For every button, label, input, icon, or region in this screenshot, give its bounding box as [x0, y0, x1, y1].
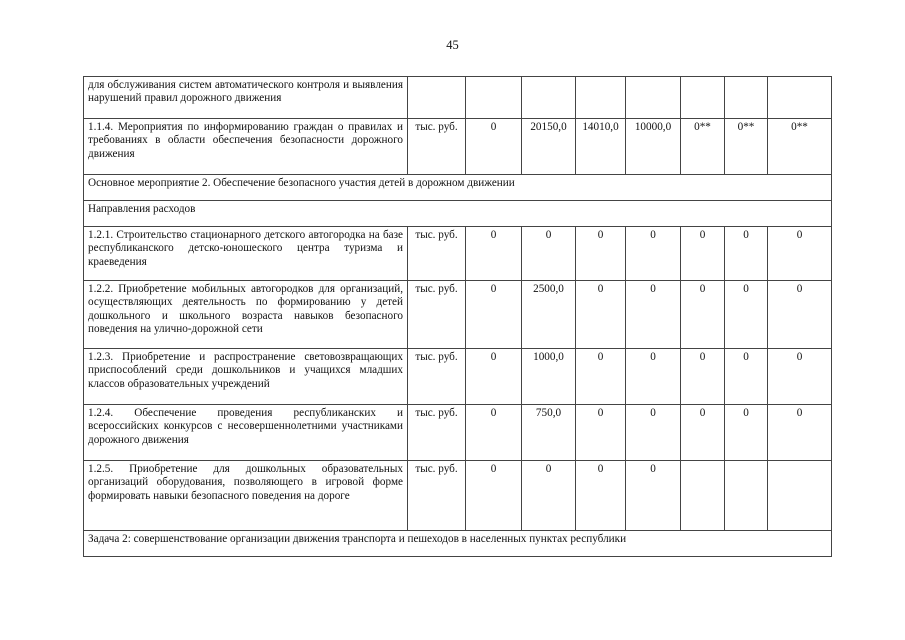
value-cell: 0	[626, 349, 681, 405]
value-cell	[725, 461, 768, 531]
value-cell	[576, 77, 626, 119]
value-cell: 0	[725, 281, 768, 349]
value-cell: 0**	[725, 119, 768, 175]
value-cell	[522, 77, 576, 119]
measure-description: 1.2.3. Приобретение и распространение световозвращающих приспособлений среди дошкольников и учащихся младших классов образовательных учреждений	[84, 349, 408, 405]
value-cell: 0	[466, 281, 522, 349]
section-row	[84, 201, 832, 227]
value-cell	[768, 77, 832, 119]
budget-table	[83, 76, 832, 557]
value-cell: 0	[768, 405, 832, 461]
value-cell: 0	[768, 281, 832, 349]
value-cell: 0	[576, 461, 626, 531]
value-cell	[681, 461, 725, 531]
value-cell: 0	[626, 281, 681, 349]
value-cell	[768, 461, 832, 531]
value-cell: 0	[466, 227, 522, 281]
value-cell: 0	[576, 227, 626, 281]
unit-cell: тыс. руб.	[408, 227, 466, 281]
unit-cell: тыс. руб.	[408, 119, 466, 175]
value-cell: 14010,0	[576, 119, 626, 175]
unit-cell: тыс. руб.	[408, 349, 466, 405]
value-cell	[725, 77, 768, 119]
unit-cell	[408, 77, 466, 119]
value-cell: 10000,0	[626, 119, 681, 175]
value-cell	[681, 77, 725, 119]
value-cell: 0	[725, 349, 768, 405]
table-row	[84, 227, 832, 281]
value-cell: 0	[681, 405, 725, 461]
value-cell: 0	[466, 405, 522, 461]
value-cell: 0	[466, 461, 522, 531]
value-cell: 0	[576, 281, 626, 349]
table-row	[84, 405, 832, 461]
measure-description: 1.1.4. Мероприятия по информированию граждан о правилах и требованиях в области обеспечения безопасности дорожного движения	[84, 119, 408, 175]
measure-description: 1.2.5. Приобретение для дошкольных образовательных организаций оборудования, позволяющего в игровой форме формировать навыки безопасного поведения на дороге	[84, 461, 408, 531]
section-heading: Задача 2: совершенствование организации движения транспорта и пешеходов в населенных пунктах республики	[84, 531, 832, 557]
measure-description: 1.2.4. Обеспечение проведения республиканских и всероссийских конкурсов с несовершеннолетними участниками дорожного движения	[84, 405, 408, 461]
value-cell: 0	[576, 405, 626, 461]
measure-description: для обслуживания систем автоматического контроля и выявления нарушений правил дорожного движения	[84, 77, 408, 119]
unit-cell: тыс. руб.	[408, 461, 466, 531]
value-cell: 0**	[768, 119, 832, 175]
value-cell: 0**	[681, 119, 725, 175]
value-cell: 0	[768, 349, 832, 405]
measure-description: 1.2.2. Приобретение мобильных автогородков для организаций, осуществляющих деятельность по формированию у детей дошкольного и школьного возраста навыков безопасного поведения на улично-дорожной сети	[84, 281, 408, 349]
value-cell: 1000,0	[522, 349, 576, 405]
value-cell	[626, 77, 681, 119]
table-row	[84, 281, 832, 349]
page-number: 45	[446, 38, 459, 52]
value-cell: 0	[626, 461, 681, 531]
table-row	[84, 461, 832, 531]
section-heading: Основное мероприятие 2. Обеспечение безопасного участия детей в дорожном движении	[84, 175, 832, 201]
section-heading: Направления расходов	[84, 201, 832, 227]
value-cell: 20150,0	[522, 119, 576, 175]
value-cell: 0	[681, 227, 725, 281]
value-cell: 0	[681, 349, 725, 405]
value-cell: 0	[768, 227, 832, 281]
value-cell: 0	[466, 119, 522, 175]
value-cell: 0	[725, 405, 768, 461]
section-row	[84, 175, 832, 201]
measure-description: 1.2.1. Строительство стационарного детского автогородка на базе республиканского детско-юношеского центра туризма и краеведения	[84, 227, 408, 281]
value-cell: 750,0	[522, 405, 576, 461]
unit-cell: тыс. руб.	[408, 405, 466, 461]
value-cell: 0	[725, 227, 768, 281]
value-cell: 0	[626, 227, 681, 281]
value-cell: 0	[576, 349, 626, 405]
table-row	[84, 349, 832, 405]
value-cell: 0	[681, 281, 725, 349]
value-cell: 0	[466, 349, 522, 405]
value-cell	[466, 77, 522, 119]
value-cell: 0	[522, 461, 576, 531]
value-cell: 0	[522, 227, 576, 281]
value-cell: 0	[626, 405, 681, 461]
value-cell: 2500,0	[522, 281, 576, 349]
table-row	[84, 119, 832, 175]
section-row	[84, 531, 832, 557]
unit-cell: тыс. руб.	[408, 281, 466, 349]
table-row	[84, 77, 832, 119]
